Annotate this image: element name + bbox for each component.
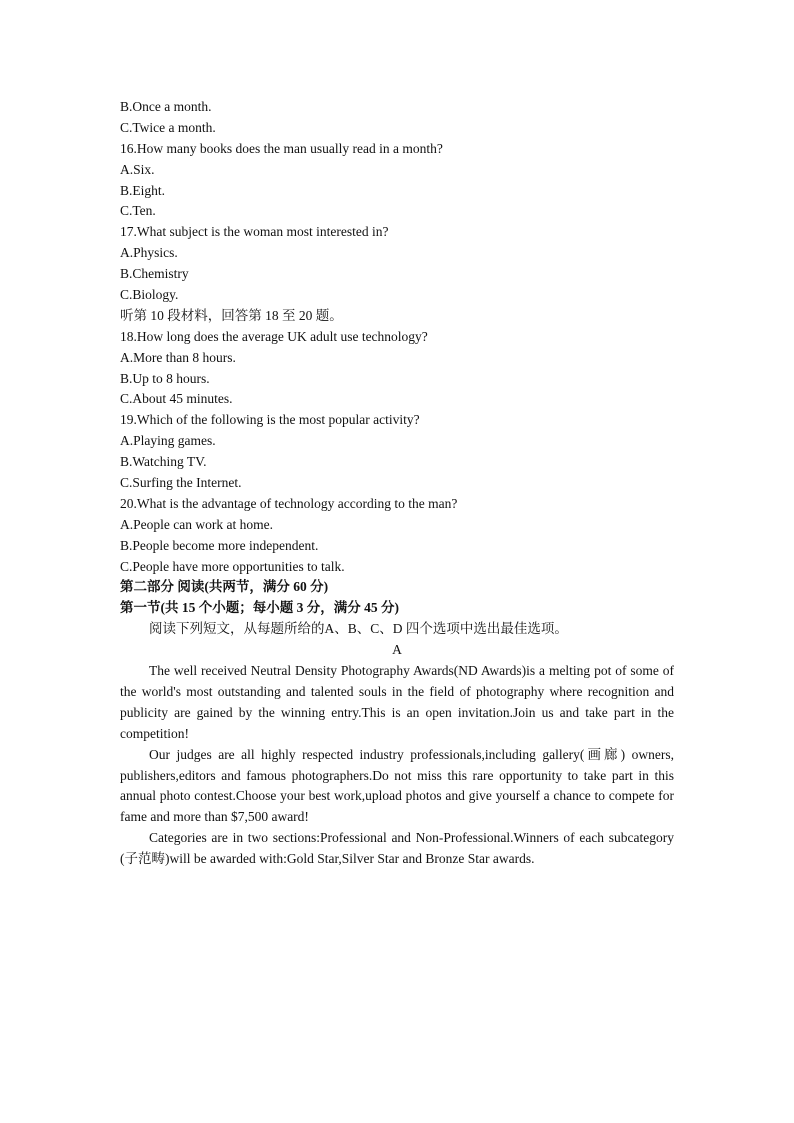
- q16-question: 16.How many books does the man usually read in a month?: [120, 140, 443, 156]
- part-two-heading: 第二部分 阅读(共两节，满分 60 分): [120, 579, 329, 595]
- passage-paragraph: Categories are in two sections:Professional and Non-Professional.Winners of each subcategory (子范畴)will be awarded with:Gold Star,Silver Star and Bronze Star awards.: [120, 830, 674, 867]
- q15-option-c: C.Twice a month.: [120, 119, 216, 135]
- q20-option-a: A.People can work at home.: [120, 516, 273, 532]
- q20-option-b: B.People become more independent.: [120, 537, 319, 553]
- exam-page: [120, 97, 674, 870]
- section-one-heading: 第一节(共 15 个小题；每小题 3 分，满分 45 分): [120, 600, 399, 616]
- q19-option-c: C.Surfing the Internet.: [120, 475, 242, 491]
- passage-label: A: [392, 642, 402, 658]
- q19-question: 19.Which of the following is the most popular activity?: [120, 412, 420, 428]
- q18-option-c: C.About 45 minutes.: [120, 391, 233, 407]
- section10-intro: 听第 10 段材料，回答第 18 至 20 题。: [120, 307, 343, 323]
- passage-paragraph: The well received Neutral Density Photography Awards(ND Awards)is a melting pot of some of the world's most outstanding and talented souls in the field of photography where recognition and publicity are gained by the winning entry.This is an open invitation.Join us and take part in the competition!: [120, 663, 674, 741]
- q16-option-a: A.Six.: [120, 161, 155, 177]
- q19-option-a: A.Playing games.: [120, 433, 216, 449]
- q18-question: 18.How long does the average UK adult use technology?: [120, 328, 428, 344]
- q17-option-c: C.Biology.: [120, 287, 179, 303]
- q16-option-b: B.Eight.: [120, 182, 166, 198]
- reading-instruction: 阅读下列短文，从每题所给的A、B、C、D 四个选项中选出最佳选项。: [149, 621, 568, 637]
- q15-option-b: B.Once a month.: [120, 99, 212, 114]
- q20-option-c: C.People have more opportunities to talk.: [120, 558, 345, 574]
- q18-option-a: A.More than 8 hours.: [120, 349, 236, 365]
- q18-option-b: B.Up to 8 hours.: [120, 370, 210, 386]
- q19-option-b: B.Watching TV.: [120, 454, 207, 470]
- q16-option-c: C.Ten.: [120, 203, 156, 219]
- q20-question: 20.What is the advantage of technology according to the man?: [120, 495, 458, 511]
- passage-paragraph: Our judges are all highly respected industry professionals,including gallery(画廊) owners, publishers,editors and famous photographers.Do not miss this rare opportunity to take part in this annual photo contest.Choose your best work,upload photos and give yourself a chance to compete for fame and more than $7,500 award!: [120, 746, 674, 825]
- q17-option-b: B.Chemistry: [120, 266, 189, 282]
- q17-question: 17.What subject is the woman most interested in?: [120, 224, 389, 240]
- q17-option-a: A.Physics.: [120, 245, 178, 261]
